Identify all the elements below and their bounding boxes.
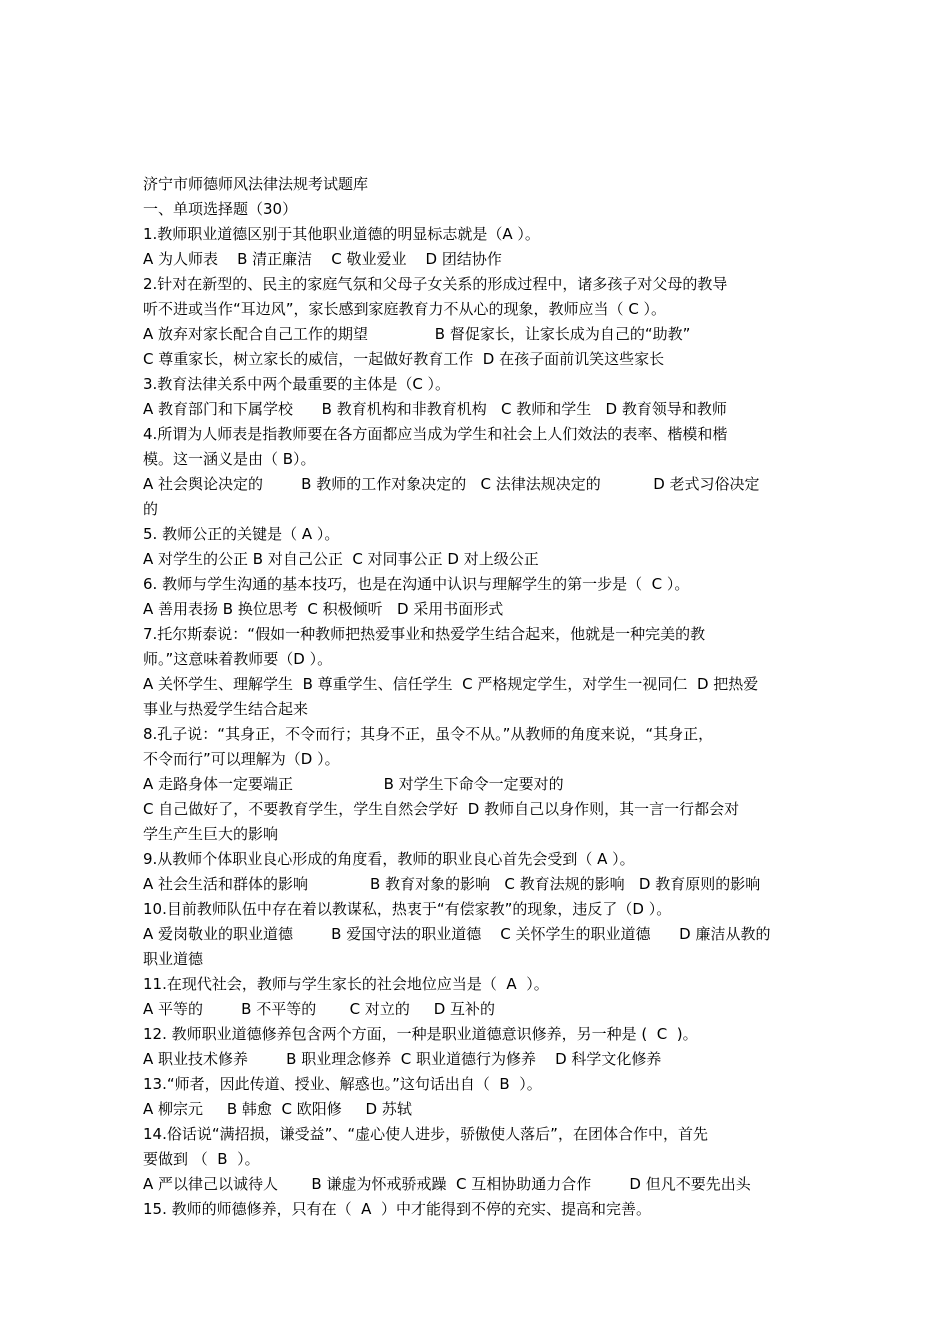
- text-line: 1.教师职业道德区别于其他职业道德的明显标志就是（A ）。: [143, 225, 540, 243]
- text-line: 15. 教师的师德修养，只有在（ A ）中才能得到不停的充实、提高和完善。: [143, 1200, 651, 1218]
- text-line: A 爱岗敬业的职业道德 B 爱国守法的职业道德 C 关怀学生的职业道德 D 廉洁从教的: [143, 925, 771, 943]
- text-line: 14.俗话说“满招损，谦受益”、“虚心使人进步，骄傲使人落后”，在团体合作中，首先: [143, 1125, 708, 1143]
- text-line: 职业道德: [143, 950, 204, 968]
- text-line: C 尊重家长，树立家长的威信，一起做好教育工作 D 在孩子面前讥笑这些家长: [143, 350, 665, 368]
- text-line: 10.目前教师队伍中存在着以教谋私，热衷于“有偿家教”的现象，违反了（D ）。: [143, 900, 672, 918]
- text-line: 12. 教师职业道德修养包含两个方面，一种是职业道德意识修养，另一种是 ( C )。: [143, 1025, 698, 1043]
- text-line: 13.“师者，因此传道、授业、解惑也。”这句话出自（ B ）。: [143, 1075, 542, 1093]
- text-line: 不令而行”可以理解为（D ）。: [143, 750, 340, 768]
- text-line: 的: [143, 500, 159, 518]
- text-line: 学生产生巨大的影响: [143, 825, 279, 843]
- text-line: A 为人师表 B 清正廉洁 C 敬业爱业 D 团结协作: [143, 250, 502, 268]
- text-line: 模。这一涵义是由（ B）。: [143, 450, 316, 468]
- text-line: A 善用表扬 B 换位思考 C 积极倾听 D 采用书面形式: [143, 600, 504, 618]
- text-line: C 自己做好了，不要教育学生，学生自然会学好 D 教师自己以身作则，其一言一行都会对: [143, 800, 740, 818]
- text-line: A 社会舆论决定的 B 教师的工作对象决定的 C 法律法规决定的 D 老式习俗决定: [143, 475, 760, 493]
- text-line: A 走路身体一定要端正 B 对学生下命令一定要对的: [143, 775, 564, 793]
- text-line: 6. 教师与学生沟通的基本技巧，也是在沟通中认识与理解学生的第一步是（ C ）。: [143, 575, 690, 593]
- text-line: A 对学生的公正 B 对自己公正 C 对同事公正 D 对上级公正: [143, 550, 539, 568]
- text-line: A 放弃对家长配合自己工作的期望 B 督促家长，让家长成为自己的“助教”: [143, 325, 691, 343]
- text-line: A 职业技术修养 B 职业理念修养 C 职业道德行为修养 D 科学文化修养: [143, 1050, 662, 1068]
- document-title: 济宁市师德师风法律法规考试题库: [143, 175, 369, 193]
- text-line: 师。”这意味着教师要（D ）。: [143, 650, 333, 668]
- text-line: 2.针对在新型的、民主的家庭气氛和父母子女关系的形成过程中，诸多孩子对父母的教导: [143, 275, 728, 293]
- text-line: A 关怀学生、理解学生 B 尊重学生、信任学生 C 严格规定学生，对学生一视同仁 D 把热爱: [143, 675, 759, 693]
- text-line: 8.孔子说：“其身正，不令而行；其身不正，虽令不从。”从教师的角度来说，“其身正，: [143, 725, 714, 743]
- text-line: A 严以律己以诚待人 B 谦虚为怀戒骄戒躁 C 互相协助通力合作 D 但凡不要先出头: [143, 1175, 751, 1193]
- text-line: 要做到 （ B ）。: [143, 1150, 260, 1168]
- text-line: 11.在现代社会，教师与学生家长的社会地位应当是（ A ）。: [143, 975, 549, 993]
- section-heading: 一、单项选择题（30）: [143, 200, 298, 218]
- text-line: 9.从教师个体职业良心形成的角度看，教师的职业良心首先会受到（ A ）。: [143, 850, 635, 868]
- text-line: 听不进或当作“耳边风”，家长感到家庭教育力不从心的现象，教师应当（ C ）。: [143, 300, 667, 318]
- text-line: A 社会生活和群体的影响 B 教育对象的影响 C 教育法规的影响 D 教育原则的影响: [143, 875, 761, 893]
- text-line: 7.托尔斯泰说：“假如一种教师把热爱事业和热爱学生结合起来，他就是一种完美的教: [143, 625, 706, 643]
- text-line: A 教育部门和下属学校 B 教育机构和非教育机构 C 教师和学生 D 教育领导和教师: [143, 400, 727, 418]
- text-line: A 平等的 B 不平等的 C 对立的 D 互补的: [143, 1000, 496, 1018]
- text-line: 3.教育法律关系中两个最重要的主体是（C ）。: [143, 375, 451, 393]
- document-page: [143, 172, 823, 1222]
- text-line: 5. 教师公正的关键是（ A ）。: [143, 525, 340, 543]
- text-line: 4.所谓为人师表是指教师要在各方面都应当成为学生和社会上人们效法的表率、楷模和楷: [143, 425, 728, 443]
- text-line: A 柳宗元 B 韩愈 C 欧阳修 D 苏轼: [143, 1100, 412, 1118]
- text-line: 事业与热爱学生结合起来: [143, 700, 309, 718]
